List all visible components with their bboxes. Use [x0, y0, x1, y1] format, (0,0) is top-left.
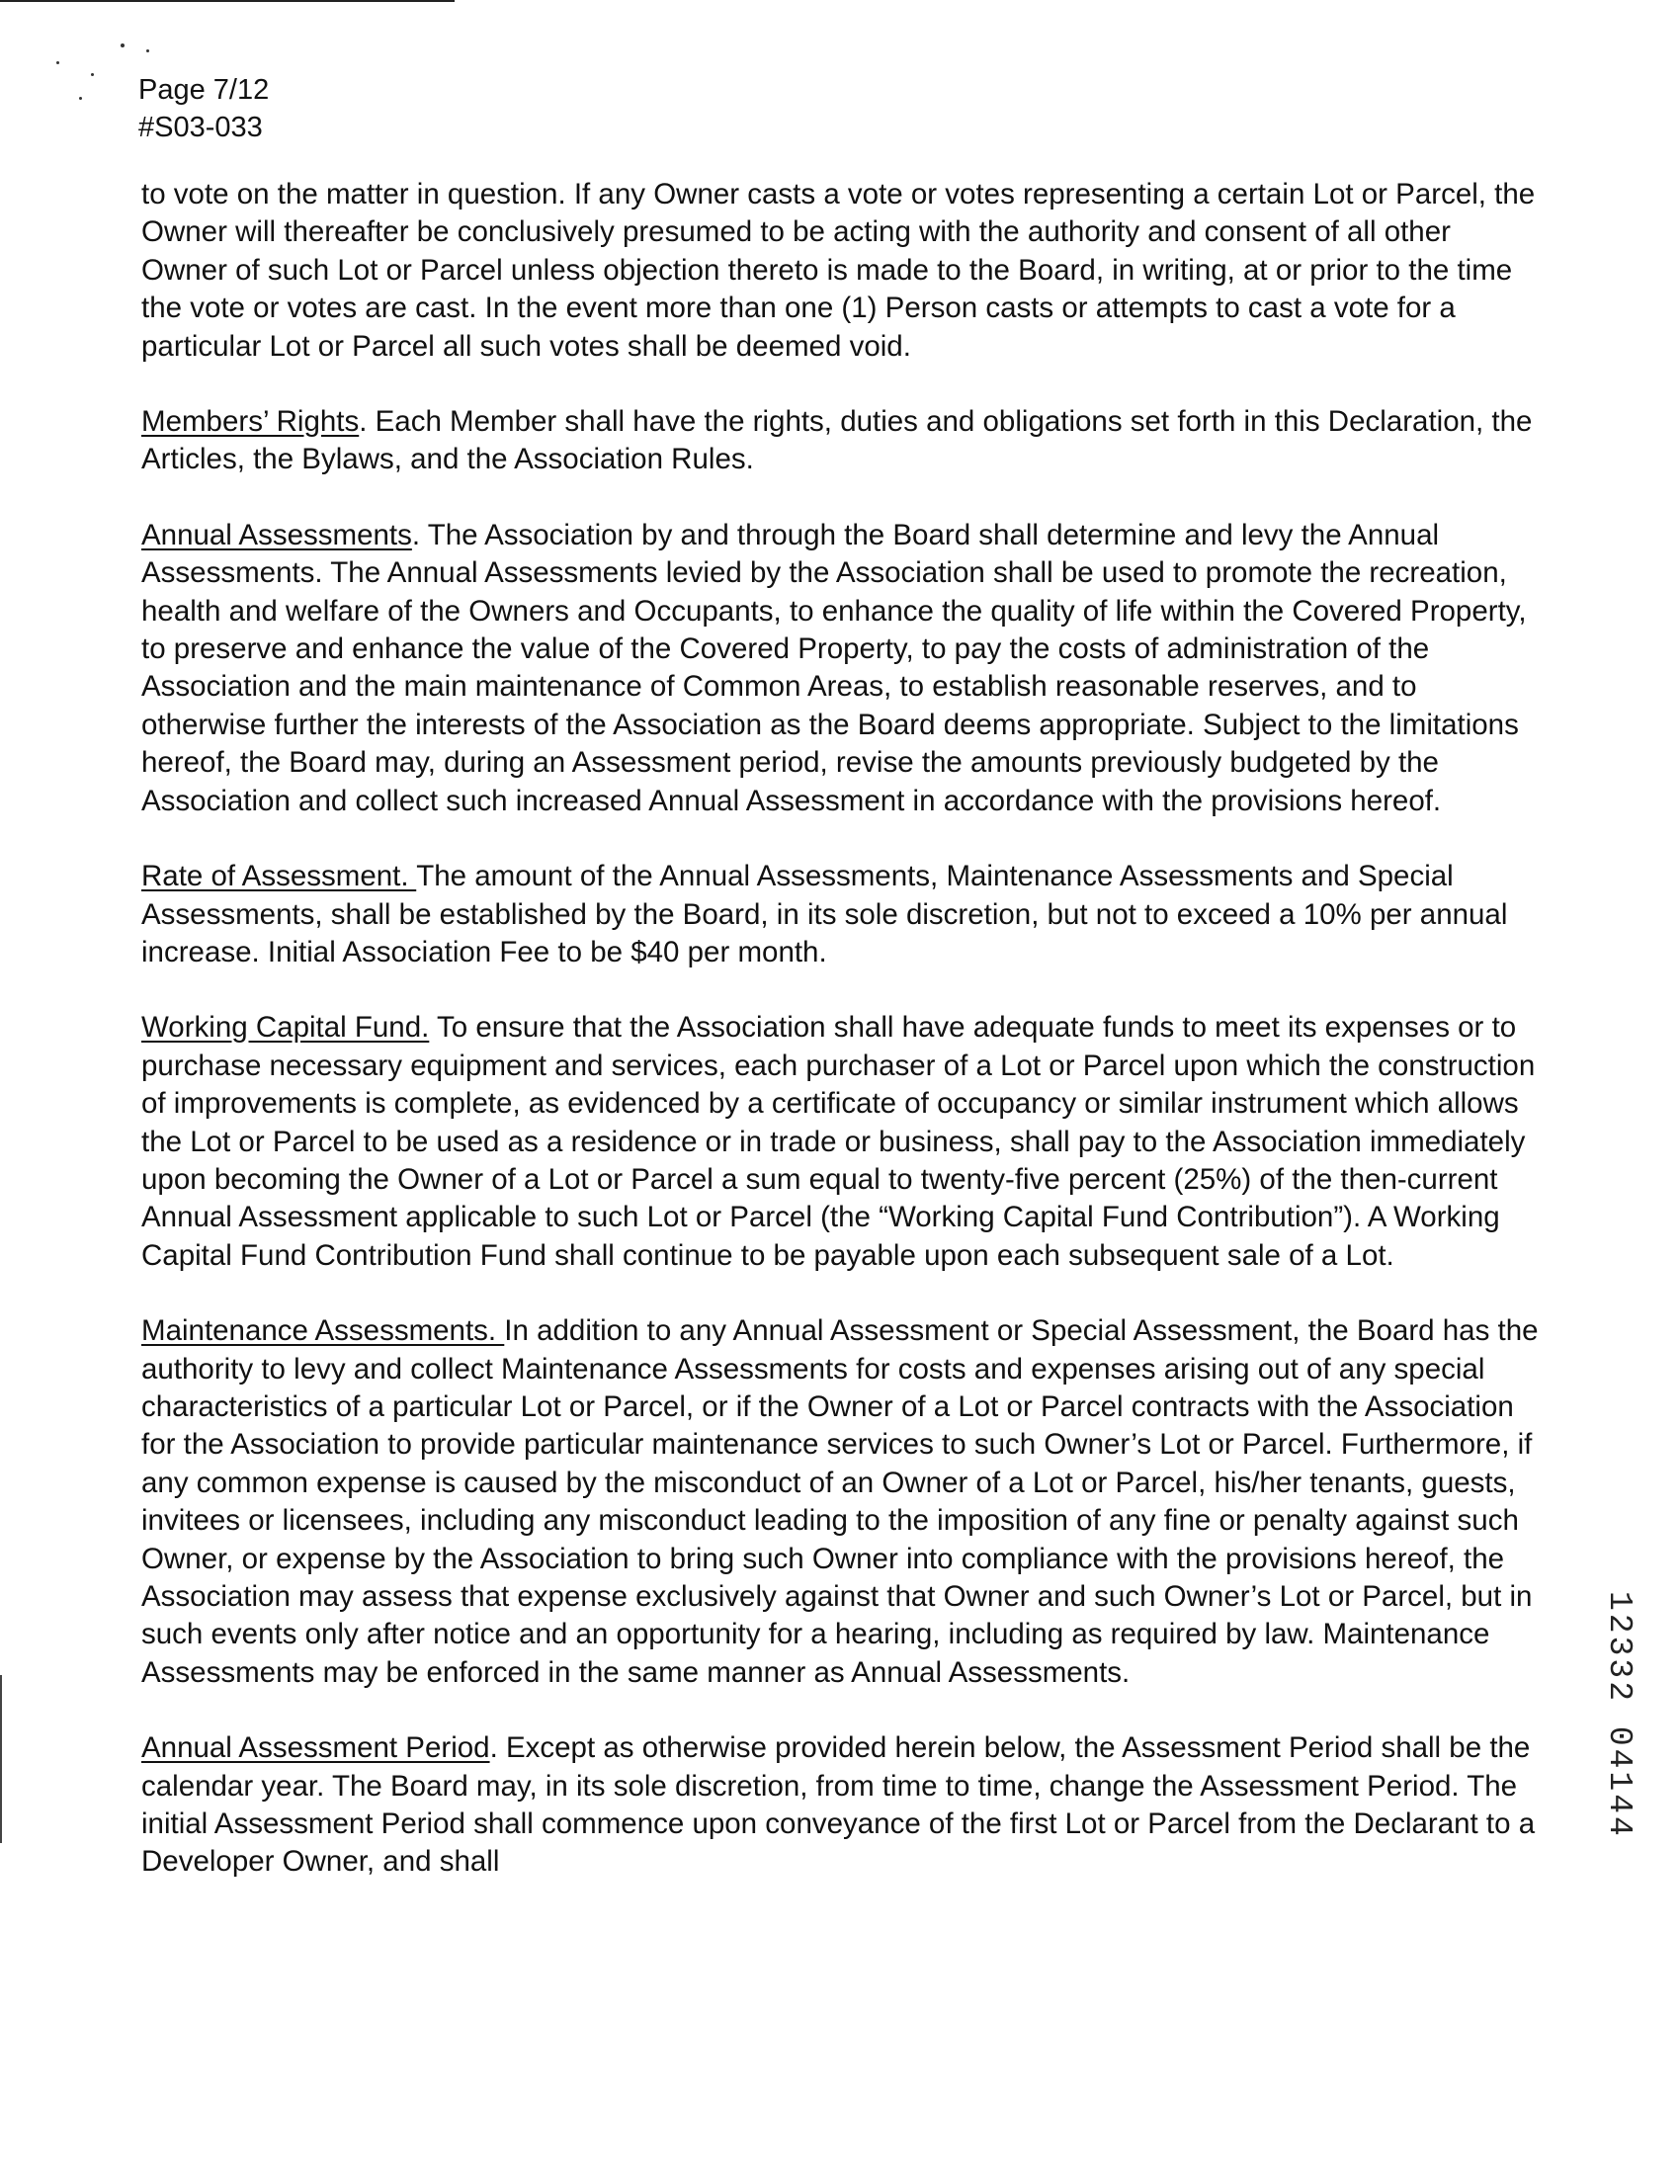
- page-header: [138, 71, 269, 146]
- page-number: Page 7/12: [138, 74, 270, 106]
- paragraph-text: . Except as otherwise provided herein below, the Assessment Period shall be the calendar year. The Board may, in its sole discretion, from time to time, change the Assessment Period. The initial Assessment Period shall commence upon conveyance of the first Lot or Parcel from the Declarant to a Developer Owner, and shall: [141, 1731, 1536, 1879]
- scan-edge-line: [0, 1675, 2, 1843]
- scan-speck: [79, 97, 82, 100]
- scan-speck: [121, 43, 125, 47]
- section-heading: Working Capital Fund.: [141, 1011, 430, 1045]
- paragraph-text: . The Association by and through the Board shall determine and levy the Annual Assessments. The Annual Assessments levied by the Association shall be used to promote the recreation, health and welfare of the Owners and Occupants, to enhance the quality of life within the Covered Property, to preserve and enhance the value of the Covered Property, to pay the costs of administration of the Association and the main maintenance of Common Areas, to establish reasonable reserves, and to otherwise further the interests of the Association as the Board deems appropriate. Subject to the limitations hereof, the Board may, during an Assessment period, revise the amounts previously budgeted by the Association and collect such increased Annual Assessment in accordance with the provisions hereof.: [141, 518, 1527, 817]
- scan-speck: [146, 49, 149, 52]
- paragraph-members-rights: [141, 403, 1545, 479]
- paragraph-text: The amount of the Annual Assessments, Maintenance Assessments and Special Assessments, shall be established by the Board, in its sole discretion, but not to exceed a 10% per annual increase. Initial Association Fee to be $40 per month.: [141, 860, 1508, 968]
- paragraph-assessment-period: [141, 1729, 1545, 1882]
- document-number: #S03-033: [138, 112, 263, 143]
- paragraph-working-capital-fund: [141, 1009, 1545, 1275]
- section-heading: Annual Assessments: [141, 518, 412, 551]
- paragraph-text: . Each Member shall have the rights, duties and obligations set forth in this Declaration, the Articles, the Bylaws, and the Association Rules.: [141, 405, 1533, 476]
- top-rule: [0, 0, 455, 2]
- paragraph-voting: [141, 176, 1545, 366]
- paragraph-maintenance-assessments: [141, 1312, 1545, 1692]
- paragraph-text: To ensure that the Association shall have adequate funds to meet its expenses or to purchase necessary equipment and services, each purchaser of a Lot or Parcel upon which the construction of improvements is complete, as evidenced by a certificate of occupancy or similar instrument which allows the Lot or Parcel to be used as a residence or in trade or business, shall pay to the Association immediately upon becoming the Owner of a Lot or Parcel a sum equal to twenty-five percent (25%) of the then-current Annual Assessment applicable to such Lot or Parcel (the “Working Capital Fund Contribution”). A Working Capital Fund Contribution Fund shall continue to be payable upon each subsequent sale of a Lot.: [141, 1011, 1536, 1272]
- scan-speck: [91, 73, 94, 76]
- section-heading: Annual Assessment Period: [141, 1731, 490, 1765]
- section-heading: Rate of Assessment.: [141, 860, 417, 893]
- scan-speck: [56, 61, 59, 64]
- paragraph-annual-assessments: [141, 517, 1545, 820]
- margin-stamp-number: 12332 04144: [1601, 1591, 1638, 1839]
- section-heading: Members’ Rights: [141, 405, 360, 439]
- paragraph-rate-of-assessment: [141, 858, 1545, 971]
- section-heading: Maintenance Assessments.: [141, 1314, 505, 1348]
- paragraph-text: to vote on the matter in question. If any Owner casts a vote or votes representing a certain Lot or Parcel, the Owner will thereafter be conclusively presumed to be acting with the authority and consent of all other Owner of such Lot or Parcel unless objection thereto is made to the Board, in writing, at or prior to the time the vote or votes are cast. In the event more than one (1) Person casts or attempts to cast a vote for a particular Lot or Parcel all such votes shall be deemed void.: [141, 178, 1536, 363]
- document-body: [141, 176, 1545, 1919]
- paragraph-text: In addition to any Annual Assessment or Special Assessment, the Board has the authority to levy and collect Maintenance Assessments for costs and expenses arising out of any special characteristics of a particular Lot or Parcel, or if the Owner of a Lot or Parcel contracts with the Association for the Association to provide particular maintenance services to such Owner’s Lot or Parcel. Furthermore, if any common expense is caused by the misconduct of an Owner of a Lot or Parcel, his/her tenants, guests, invitees or licensees, including any misconduct leading to the imposition of any fine or penalty against such Owner, or expense by the Association to bring such Owner into compliance with the provisions hereof, the Association may assess that expense exclusively against that Owner and such Owner’s Lot or Parcel, but in such events only after notice and an opportunity for a hearing, including as required by law. Maintenance Assessments may be enforced in the same manner as Annual Assessments.: [141, 1314, 1539, 1689]
